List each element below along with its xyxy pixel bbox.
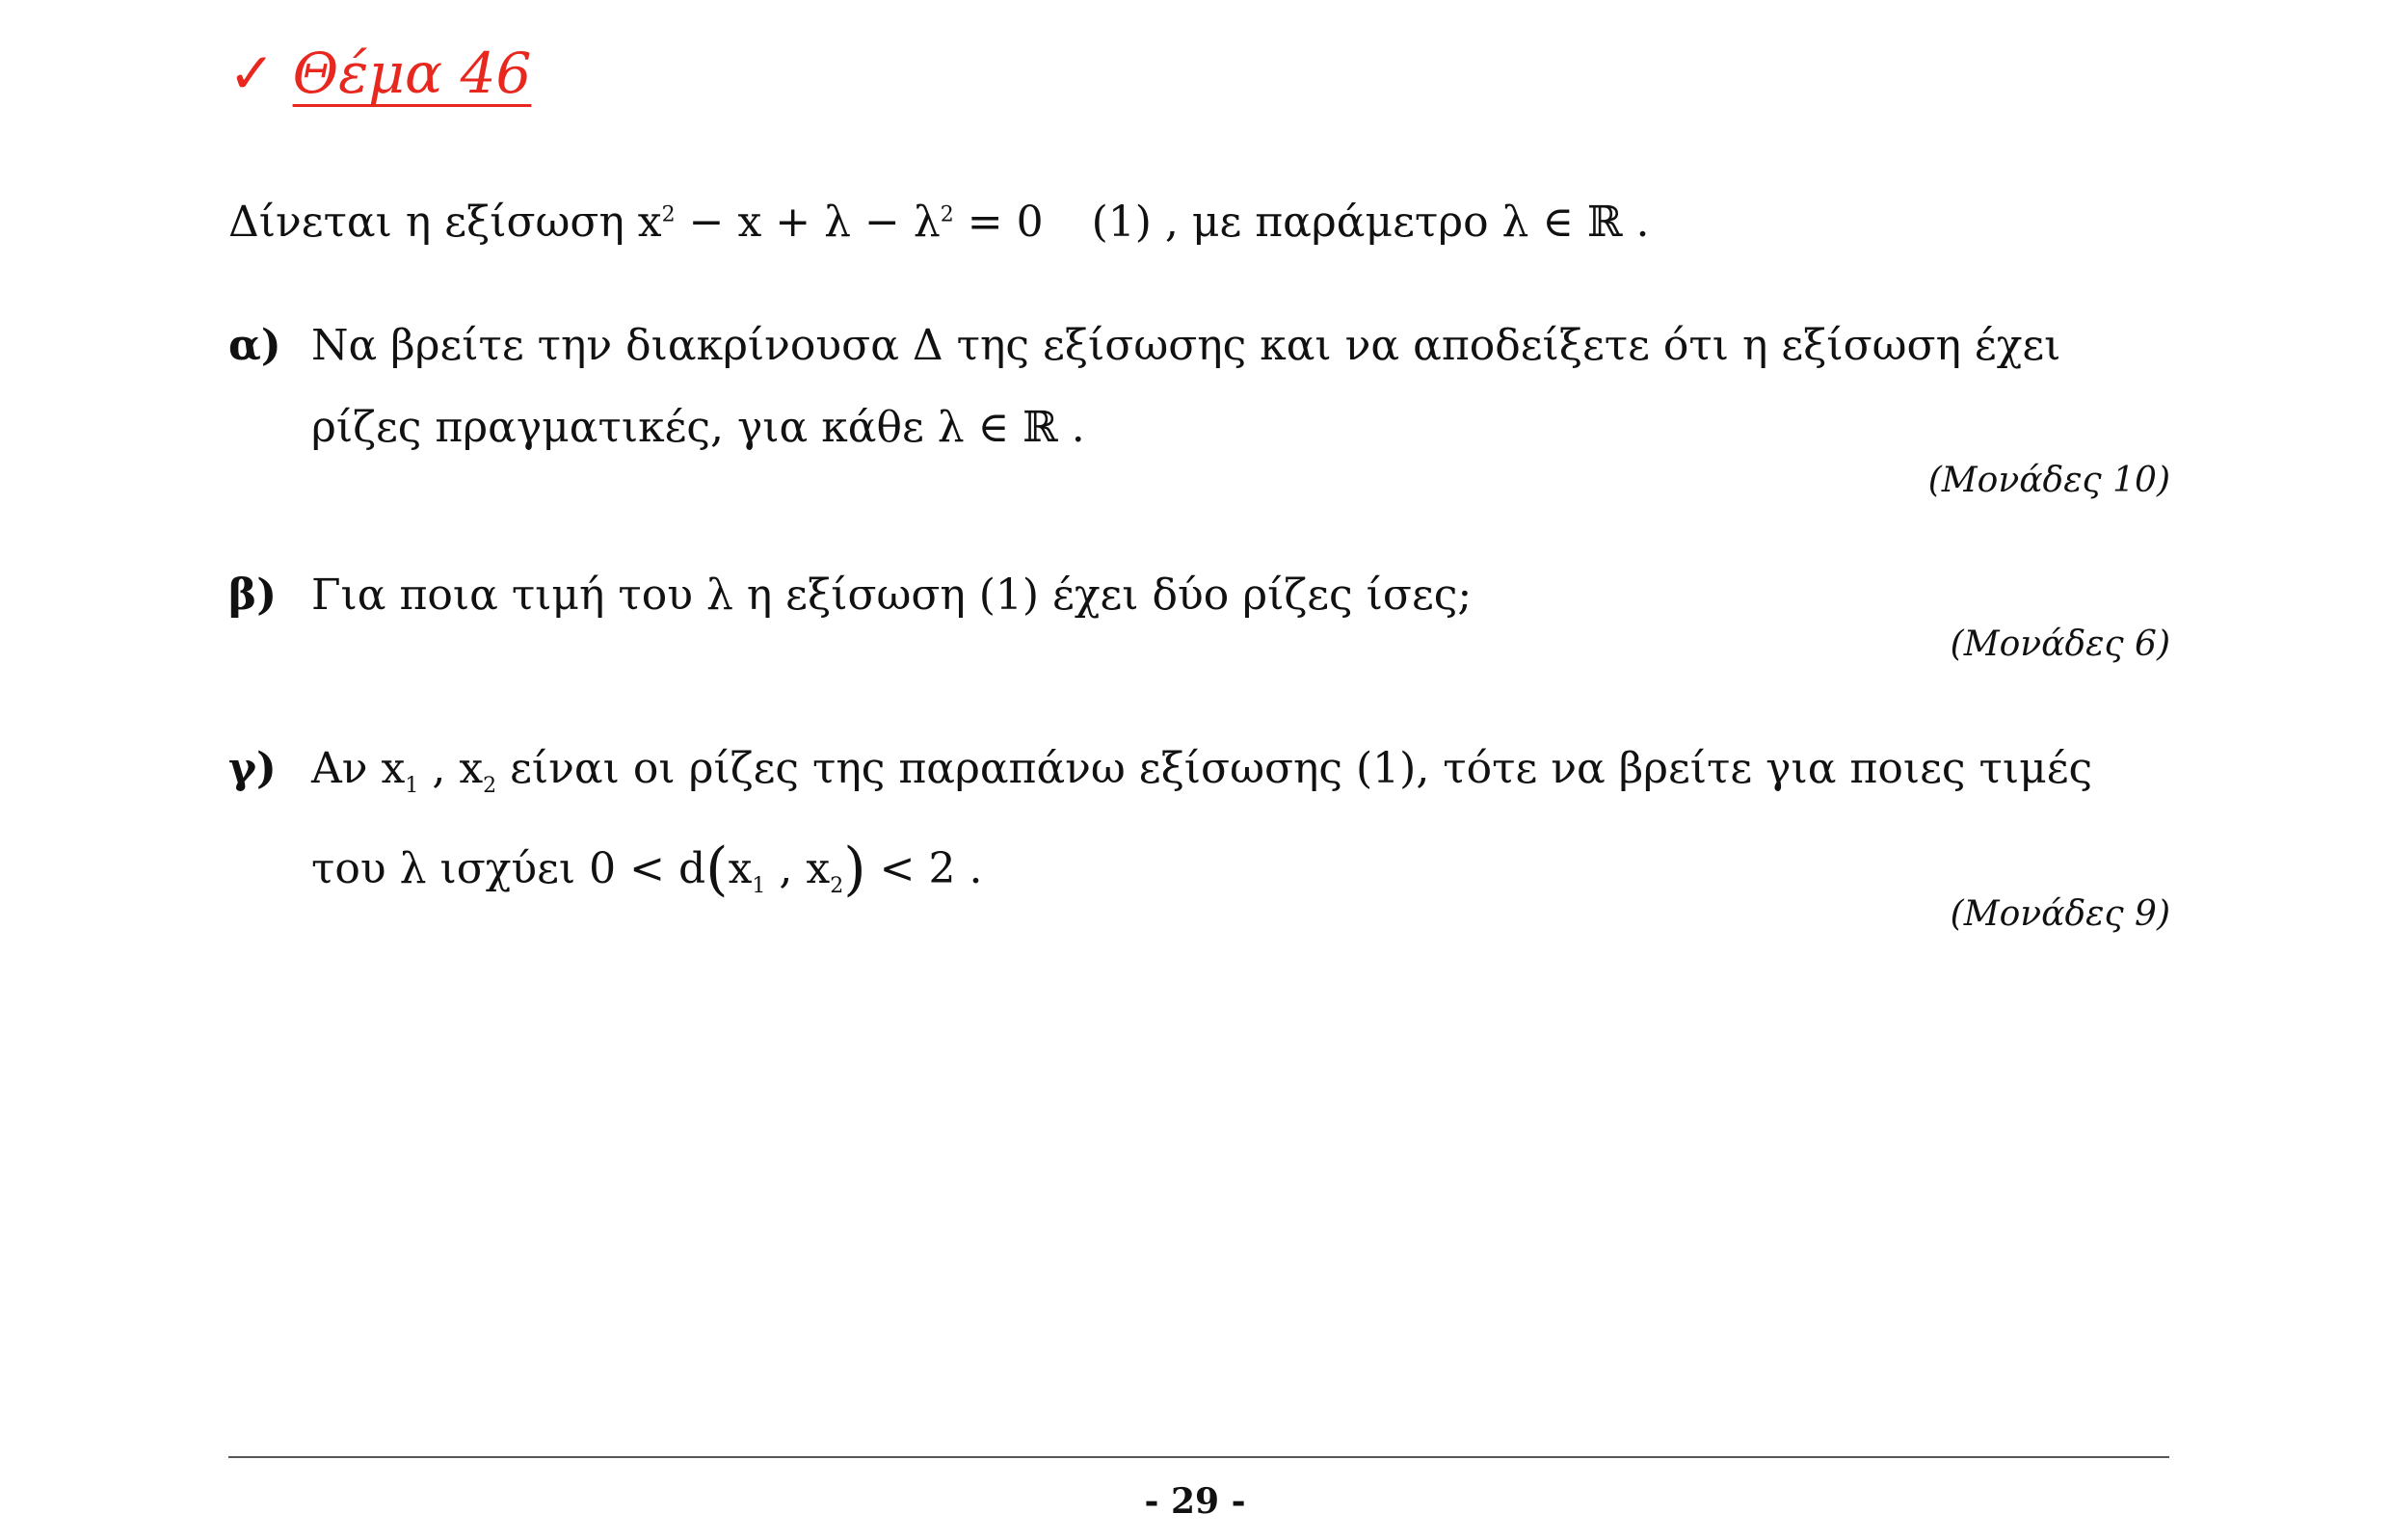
part-b-label: β) [228,571,278,620]
footer-divider [228,1456,2169,1458]
part-a-label: α) [228,321,281,370]
part-b-line-1: β) Για ποια τιμή του λ η εξίσωση (1) έχει δύο ρίζες ίσες; [228,571,1473,620]
intro-statement: Δίνεται η εξίσωση $x^2 - x + \lambda - \lambda^2 = 0$ (1) , με παράμετρο λ ∈ ℝ . [228,198,1650,247]
part-b-marks: (Μονάδες 6) [1950,624,2170,664]
part-c-line-2: του λ ισχύει $0 < d(x_1$ , $x_2) < 2$ . [311,836,983,903]
section-title [228,40,531,106]
equation-number: (1) [1091,198,1152,247]
part-a-line-2: ρίζες πραγματικές, για κάθε λ ∈ ℝ . [311,403,1085,452]
part-a-line-1: α) Να βρείτε την διακρίνουσα Δ της εξίσωσης και να αποδείξετε ότι η εξίσωση έχει [228,321,2061,370]
part-c-line-1: γ) Αν $x_1$ , $x_2$ είναι οι ρίζες της παραπάνω εξίσωσης (1), τότε να βρείτε για ποιες τιμές [228,744,2093,798]
page-number: - 29 - [1144,1481,1246,1522]
part-a-marks: (Μονάδες 10) [1927,461,2170,500]
part-c-label: γ) [228,744,277,793]
section-title-text: Θέμα 46 [292,40,532,106]
roots-x1-x2: $x_1$ , $x_2$ [381,744,497,798]
checkmark-icon: ✓ [228,40,276,106]
equation: $x^2 - x + \lambda - \lambda^2 = 0$ [637,198,1044,247]
part-c-marks: (Μονάδες 9) [1950,894,2170,934]
